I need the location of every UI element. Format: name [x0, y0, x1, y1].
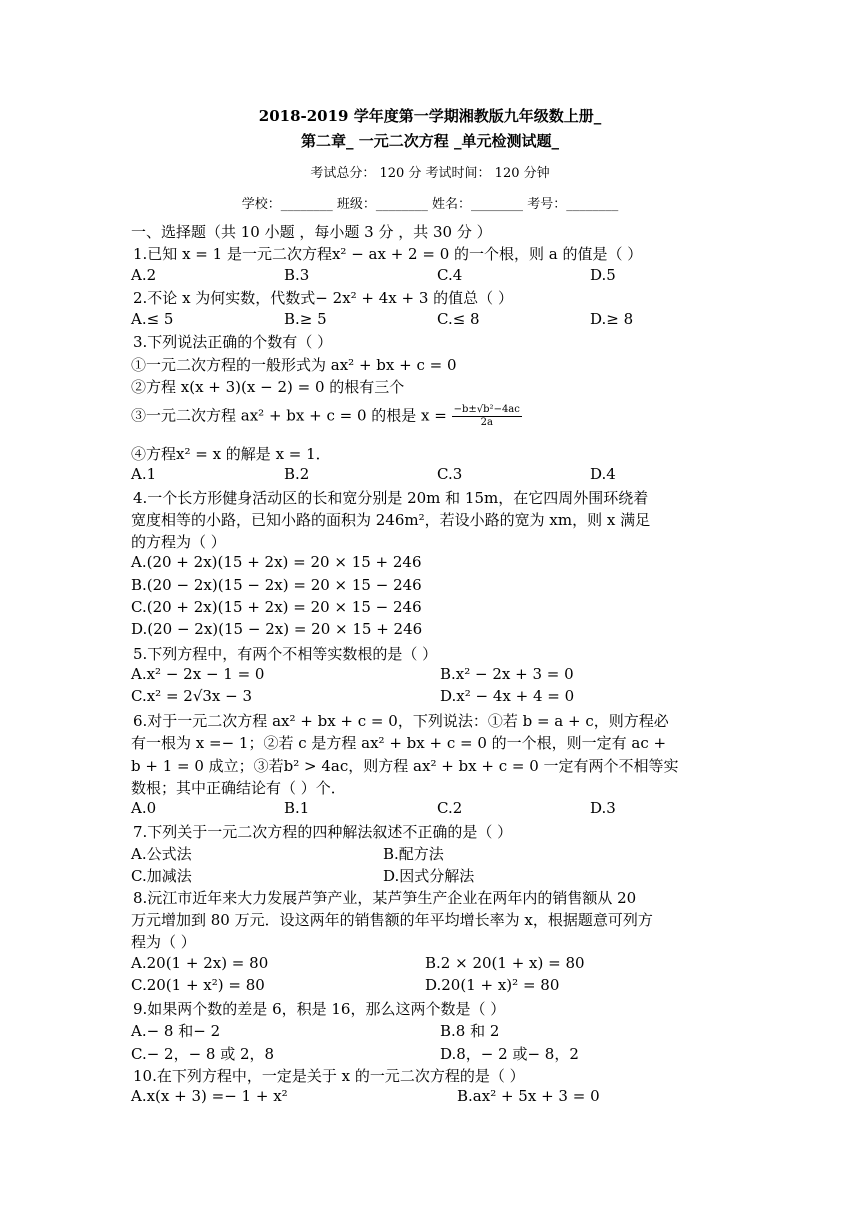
q7-option-c: C.加减法 [131, 867, 192, 885]
q7-option-d: D.因式分解法 [383, 867, 475, 885]
q2-option-a: A.≤ 5 [131, 310, 174, 328]
q8-line-2: 万元增加到 80 万元．设这两年的销售额的年平均增长率为 x，根据题意可列方 [131, 911, 653, 929]
q9-stem: 9.如果两个数的差是 6，积是 16，那么这两个数是（ ） [133, 1000, 506, 1018]
q8-option-a: A.20(1 + 2x) = 80 [131, 954, 269, 972]
q6-line-4: 数根；其中正确结论有（ ）个． [131, 779, 346, 797]
student-info: 学校：________ 班级：________ 姓名：________ 考号：________ [241, 197, 619, 212]
q4-line-2: 宽度相等的小路，已知小路的面积为 246m²，若设小路的宽为 xm，则 x 满足 [131, 511, 651, 529]
q10-option-a: A.x(x + 3) =− 1 + x² [131, 1087, 288, 1105]
exam-info: 考试总分： 120 分 考试时间： 120 分钟 [310, 166, 550, 181]
q6-option-d: D.3 [590, 799, 616, 817]
q3-statement-2: ②方程 x(x + 3)(x − 2) = 0 的根有三个 [131, 378, 405, 396]
q1-stem: 1.已知 x = 1 是一元二次方程x² − ax + 2 = 0 的一个根，则 a 的值是（ ） [133, 245, 643, 263]
q10-stem: 10.在下列方程中，一定是关于 x 的一元二次方程的是（ ） [133, 1067, 525, 1085]
q6-option-a: A.0 [131, 799, 157, 817]
q3-option-a: A.1 [131, 465, 157, 483]
q10-option-b: B.ax² + 5x + 3 = 0 [457, 1087, 600, 1105]
q9-option-d: D.8，− 2 或− 8，2 [440, 1045, 579, 1063]
q3-statement-3-text: ③一元二次方程 ax² + bx + c = 0 的根是 x = [131, 406, 447, 425]
section-heading: 一、选择题（共 10 小题 ，每小题 3 分 ，共 30 分 ） [131, 223, 492, 241]
q5-option-b: B.x² − 2x + 3 = 0 [440, 665, 574, 683]
exam-title-line2: 第二章_ 一元二次方程 _单元检测试题_ [301, 132, 559, 150]
q2-option-b: B.≥ 5 [284, 310, 327, 328]
q9-option-a: A.− 8 和− 2 [131, 1022, 221, 1040]
exam-title-line1: 2018-2019 学年度第一学期湘教版九年级数上册_ [258, 107, 602, 125]
q4-option-c: C.(20 + 2x)(15 + 2x) = 20 × 15 − 246 [131, 598, 422, 616]
q7-stem: 7.下列关于一元二次方程的四种解法叙述不正确的是（ ） [133, 823, 513, 841]
q2-stem: 2.不论 x 为何实数，代数式− 2x² + 4x + 3 的值总（ ） [133, 289, 513, 307]
q4-option-d: D.(20 − 2x)(15 − 2x) = 20 × 15 + 246 [131, 620, 423, 638]
q7-option-b: B.配方法 [383, 845, 444, 863]
q4-option-b: B.(20 − 2x)(15 − 2x) = 20 × 15 − 246 [131, 576, 422, 594]
q3-statement-3 [131, 404, 522, 429]
q8-option-c: C.20(1 + x²) = 80 [131, 976, 265, 994]
q4-option-a: A.(20 + 2x)(15 + 2x) = 20 × 15 + 246 [131, 553, 422, 571]
formula-denominator: 2a [480, 417, 493, 428]
q9-option-c: C.− 2，− 8 或 2，8 [131, 1045, 275, 1063]
q6-line-3: b + 1 = 0 成立；③若b² > 4ac，则方程 ax² + bx + c = 0 一定有两个不相等实 [131, 757, 679, 775]
q3-statement-4: ④方程x² = x 的解是 x = 1． [131, 445, 331, 463]
q8-line-1: 8.沅江市近年来大力发展芦笋产业，某芦笋生产企业在两年内的销售额从 20 [133, 889, 637, 907]
q8-option-b: B.2 × 20(1 + x) = 80 [425, 954, 585, 972]
q2-option-c: C.≤ 8 [437, 310, 480, 328]
q6-option-c: C.2 [437, 799, 463, 817]
q1-option-a: A.2 [131, 266, 157, 284]
q8-line-3: 程为（ ） [131, 933, 196, 951]
q5-option-c: C.x² = 2√3x − 3 [131, 687, 253, 705]
q1-option-d: D.5 [590, 266, 616, 284]
q3-option-b: B.2 [284, 465, 310, 483]
q3-stem: 3.下列说法正确的个数有（ ） [133, 333, 333, 351]
q5-stem: 5.下列方程中，有两个不相等实数根的是（ ） [133, 645, 438, 663]
q3-option-c: C.3 [437, 465, 463, 483]
q6-line-2: 有一根为 x =− 1；②若 c 是方程 ax² + bx + c = 0 的一个根，则一定有 ac + [131, 734, 667, 752]
q6-line-1: 6.对于一元二次方程 ax² + bx + c = 0，下列说法：①若 b = a + c，则方程必 [133, 712, 669, 730]
q8-option-d: D.20(1 + x)² = 80 [425, 976, 560, 994]
q1-option-c: C.4 [437, 266, 463, 284]
q2-option-d: D.≥ 8 [590, 310, 634, 328]
q3-statement-1: ①一元二次方程的一般形式为 ax² + bx + c = 0 [131, 356, 457, 374]
q3-option-d: D.4 [590, 465, 616, 483]
q7-option-a: A.公式法 [131, 845, 192, 863]
q1-option-b: B.3 [284, 266, 310, 284]
q4-line-1: 4.一个长方形健身活动区的长和宽分别是 20m 和 15m，在它四周外围环绕着 [133, 489, 649, 507]
q9-option-b: B.8 和 2 [440, 1022, 500, 1040]
q6-option-b: B.1 [284, 799, 310, 817]
q4-line-3: 的方程为（ ） [131, 533, 226, 551]
q5-option-d: D.x² − 4x + 4 = 0 [440, 687, 575, 705]
q5-option-a: A.x² − 2x − 1 = 0 [131, 665, 265, 683]
quadratic-formula-fraction [452, 404, 522, 429]
formula-numerator: −b±√b²−4ac [453, 404, 520, 415]
